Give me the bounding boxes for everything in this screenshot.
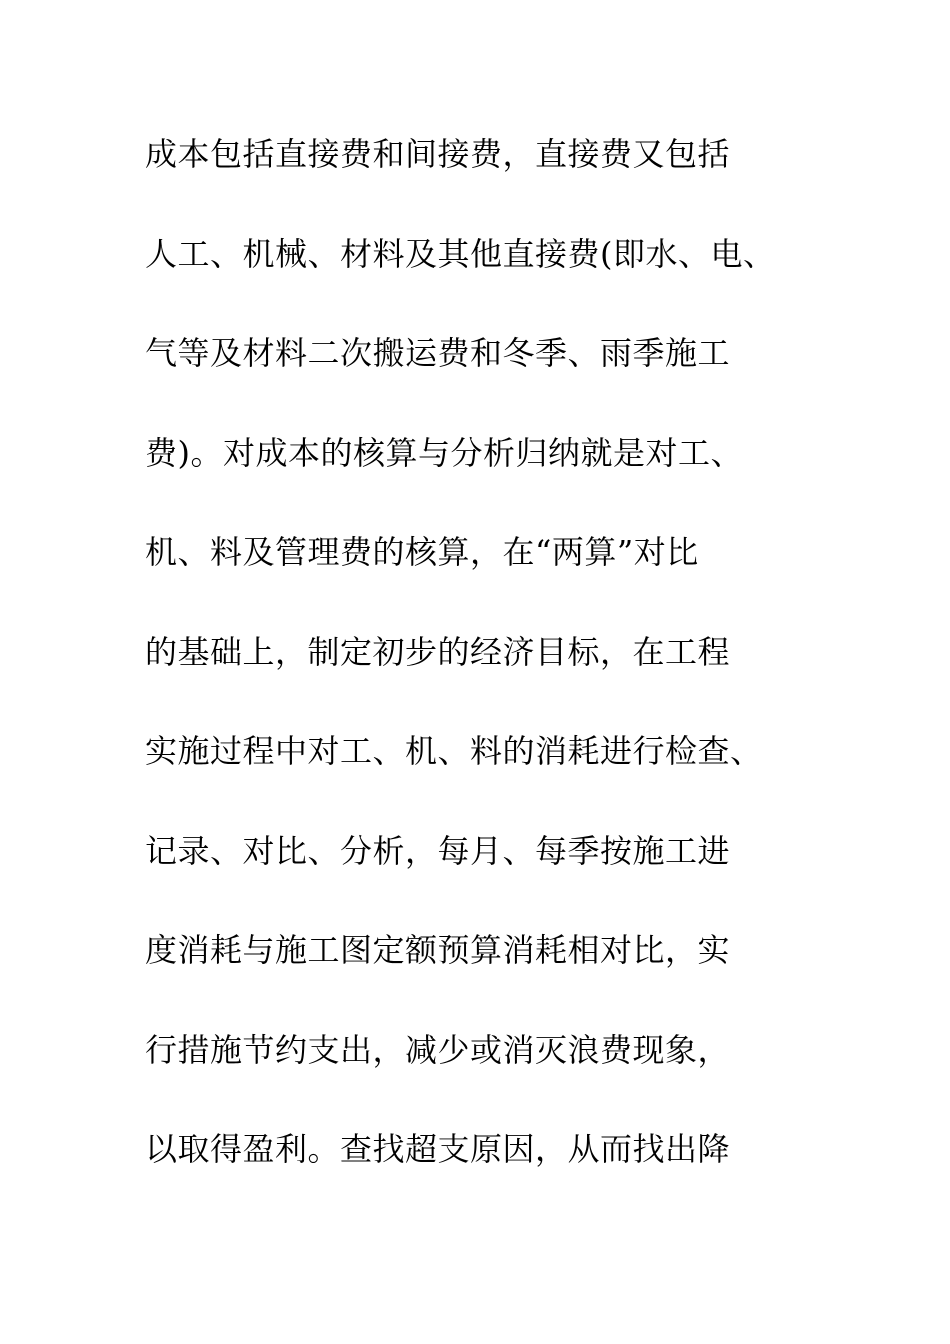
text-line: 记录、对比、分析，每月、每季按施工进 <box>145 831 731 870</box>
text-line: 实施过程中对工、机、料的消耗进行检查、 <box>145 732 763 770</box>
text-line: 行措施节约支出，减少或消灭浪费现象， <box>145 1030 731 1069</box>
text-line: 机、料及管理费的核算，在“两算”对比 <box>145 533 699 571</box>
body-text <box>145 128 925 1223</box>
text-line: 的基础上，制定初步的经济目标，在工程 <box>145 632 731 671</box>
text-line: 成本包括直接费和间接费，直接费又包括 <box>145 135 731 173</box>
text-line: 度消耗与施工图定额预算消耗相对比，实 <box>145 931 731 969</box>
text-line: 气等及材料二次搬运费和冬季、雨季施工 <box>145 334 731 372</box>
text-line: 人工、机械、材料及其他直接费(即水、电、 <box>145 234 776 273</box>
text-line: 以取得盈利。查找超支原因，从而找出降 <box>145 1130 731 1168</box>
text-line: 费)。对成本的核算与分析归纳就是对工、 <box>145 433 743 472</box>
